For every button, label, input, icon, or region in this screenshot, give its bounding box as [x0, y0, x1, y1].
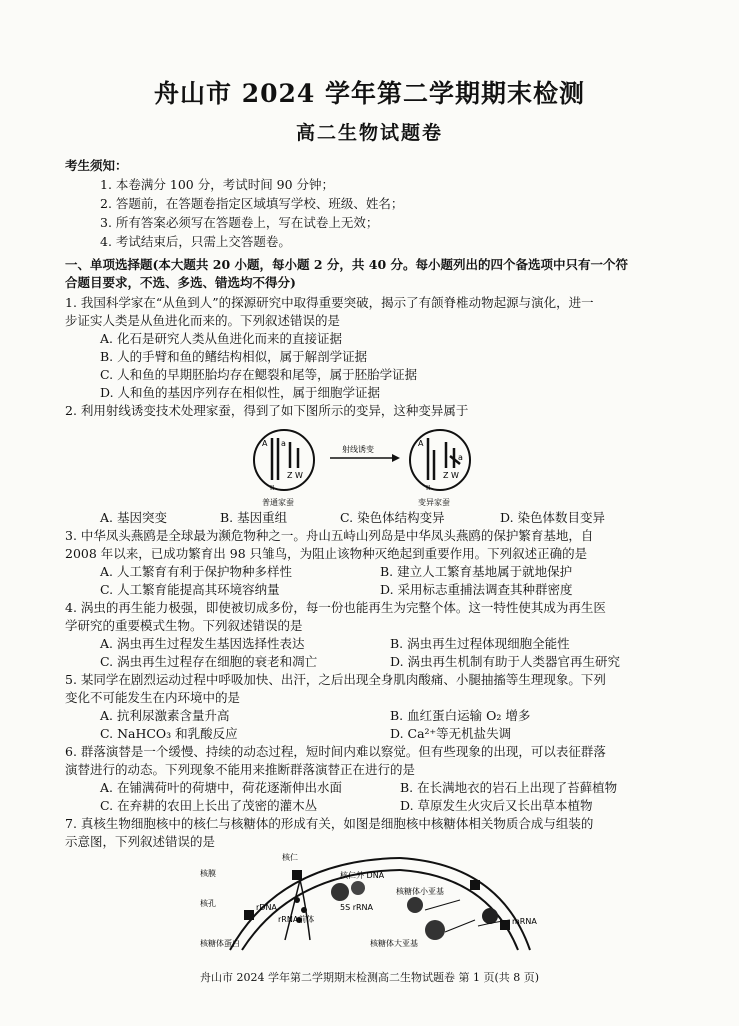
q1-option-c: C. 人和鱼的早期胚胎均存在鳃裂和尾等，属于胚胎学证据: [100, 367, 418, 382]
q3-option-a: A. 人工繁育有利于保护物种多样性: [100, 564, 292, 579]
exam-title: 舟山市 2024 学年第二学期期末检测: [154, 79, 585, 108]
mutant-silkworm-caption: 变异家蚕: [418, 498, 450, 507]
q4-option-d: D. 涡虫再生机制有助于人类器官再生研究: [390, 654, 621, 669]
q3-stem-line-2: 2008 年以来，已成功繁育出 98 只雏鸟，为阻止该物种灭绝起到重要作用。下列叙述正确的是: [65, 546, 588, 561]
q3-option-c: C. 人工繁育能提高其环境容纳量: [100, 582, 280, 597]
ribosome-assembly-particle: [331, 883, 349, 901]
label-nucleolus: 核仁: [282, 853, 298, 862]
section-heading-line-2: 合题目要求，不选、多选、错选均不得分): [65, 275, 296, 290]
q3-stem-line-1: 3. 中华凤头燕鸥是全球最为濒危物种之一。舟山五峙山列岛是中华凤头燕鸥的保护繁育基地，自: [65, 528, 594, 543]
q6-option-b: B. 在长满地衣的岩石上出现了苔藓植物: [400, 780, 618, 795]
q4-stem-line-1: 4. 涡虫的再生能力极强，即使被切成多份，每一份也能再生为完整个体。这一特性使其成为再生医: [65, 600, 606, 615]
q3-option-b: B. 建立人工繁育基地属于就地保护: [380, 564, 573, 579]
q1-option-a: A. 化石是研究人类从鱼进化而来的直接证据: [100, 331, 342, 346]
q5-option-d: D. Ca²⁺等无机盐失调: [390, 726, 512, 741]
q2-figure: [250, 420, 490, 508]
q6-stem-line-2: 演替进行的动态。下列现象不能用来推断群落演替正在进行的是: [65, 762, 416, 777]
notice-item-3: 3. 所有答案必须写在答题卷上，写在试卷上无效；: [100, 215, 379, 230]
q5-option-c: C. NaHCO₃ 和乳酸反应: [100, 726, 238, 741]
ribosome-assembly-particle: [351, 881, 365, 895]
nuclear-pore-block: [470, 880, 480, 890]
label-rrna-precursor: rRNA前体: [278, 915, 315, 924]
q7-figure: [200, 850, 550, 954]
label-mrna: mRNA: [512, 917, 537, 926]
rrna-precursor-dot: [301, 907, 307, 913]
label-ribosomal-protein: 核糖体蛋白: [200, 939, 240, 948]
q4-option-a: A. 涡虫再生过程发生基因选择性表达: [100, 636, 305, 651]
q6-option-a: A. 在铺满荷叶的荷塘中，荷花逐渐伸出水面: [100, 780, 342, 795]
q5-stem-line-1: 5. 某同学在剧烈运动过程中呼吸加快、出汗，之后出现全身肌肉酸痛、小腿抽搐等生理现象。下列: [65, 672, 606, 687]
normal-silkworm-caption: 普通家蚕: [262, 498, 294, 507]
label-large-subunit: 核糖体大亚基: [370, 939, 418, 948]
q1-option-b: B. 人的手臂和鱼的鳍结构相似，属于解剖学证据: [100, 349, 368, 364]
section-heading-line-1: 一、单项选择题(本大题共 20 小题，每小题 2 分，共 40 分。每小题列出的四个备选项中只有一个符: [65, 257, 629, 272]
mutation-arrow-label: 射线诱变: [342, 445, 374, 454]
q1-stem-line-1: 1. 我国科学家在“从鱼到人”的探源研究中取得重要突破，揭示了有颌脊椎动物起源与演化，进一: [65, 295, 594, 310]
arrow-head-icon: [392, 454, 400, 462]
transport-arrow: [425, 900, 460, 910]
chromosome-label-ii: II: [426, 484, 431, 492]
q5-option-a: A. 抗利尿激素含量升高: [100, 708, 230, 723]
chromosome-label-ii: II: [270, 484, 275, 492]
q7-stem-line-1: 7. 真核生物细胞核中的核仁与核糖体的形成有关，如图是细胞核中核糖体相关物质合成与组装的: [65, 816, 594, 831]
nuclear-pore-block: [292, 870, 302, 880]
q3-option-d: D. 采用标志重捕法调查其种群密度: [380, 582, 573, 597]
q2-stem-line-1: 2. 利用射线诱变技术处理家蚕，得到了如下图所示的变异，这种变异属于: [65, 403, 469, 418]
ribosome-cytoplasm: [482, 908, 498, 924]
page-footer: 舟山市 2024 学年第二学期期末检测高二生物试题卷 第 1 页(共 8 页): [199, 971, 540, 984]
notice-item-2: 2. 答题前，在答题卷指定区域填写学校、班级、姓名；: [100, 196, 404, 211]
large-subunit-particle: [425, 920, 445, 940]
q6-stem-line-1: 6. 群落演替是一个缓慢、持续的动态过程，短时间内难以察觉。但有些现象的出现，可以表征群落: [65, 744, 606, 759]
rrna-precursor-dot: [294, 897, 300, 903]
notice-item-1: 1. 本卷满分 100 分，考试时间 90 分钟；: [100, 177, 335, 192]
gene-label-a-upper: A: [262, 439, 268, 448]
q4-stem-line-2: 学研究的重要模式生物。下列叙述错误的是: [65, 618, 303, 633]
transport-arrow: [445, 920, 475, 932]
q2-option-c: C. 染色体结构变异: [340, 510, 445, 525]
label-outside-dna: 核仁外 DNA: [340, 871, 385, 880]
q7-stem-line-2: 示意图，下列叙述错误的是: [65, 834, 216, 849]
label-rdna: rDNA: [256, 903, 277, 912]
chromosome-label-w: W: [451, 471, 459, 480]
q2-option-a: A. 基因突变: [100, 510, 167, 525]
q1-stem-line-2: 步证实人类是从鱼进化而来的。下列叙述错误的是: [65, 313, 341, 328]
chromosome-label-z: Z: [287, 471, 293, 480]
gene-label-a-upper: A: [418, 439, 424, 448]
gene-label-a-lower: a: [281, 439, 286, 448]
notice-item-4: 4. 考试结束后，只需上交答题卷。: [100, 234, 291, 249]
exam-subtitle: 高二生物试题卷: [295, 122, 443, 144]
gene-label-a-lower: a: [458, 453, 463, 462]
q2-option-d: D. 染色体数目变异: [500, 510, 606, 525]
q6-option-c: C. 在弃耕的农田上长出了茂密的灌木丛: [100, 798, 318, 813]
label-nuclear-pore: 核孔: [200, 899, 216, 908]
label-nuclear-membrane: 核膜: [200, 869, 216, 878]
label-5s-rrna: 5S rRNA: [340, 903, 374, 912]
small-subunit-particle: [407, 897, 423, 913]
chromosome-label-w: W: [295, 471, 303, 480]
chromosome-label-z: Z: [443, 471, 449, 480]
q1-option-d: D. 人和鱼的基因序列存在相似性，属于细胞学证据: [100, 385, 381, 400]
q4-option-b: B. 涡虫再生过程体现细胞全能性: [390, 636, 570, 651]
notice-heading: 考生须知：: [65, 158, 128, 173]
q5-stem-line-2: 变化不可能发生在内环境中的是: [65, 690, 241, 705]
q2-option-b: B. 基因重组: [220, 510, 288, 525]
nuclear-pore-block: [244, 910, 254, 920]
q5-option-b: B. 血红蛋白运输 O₂ 增多: [390, 708, 531, 723]
label-small-subunit: 核糖体小亚基: [396, 887, 444, 896]
q6-option-d: D. 草原发生火灾后又长出草本植物: [400, 798, 593, 813]
q4-option-c: C. 涡虫再生过程存在细胞的衰老和凋亡: [100, 654, 318, 669]
